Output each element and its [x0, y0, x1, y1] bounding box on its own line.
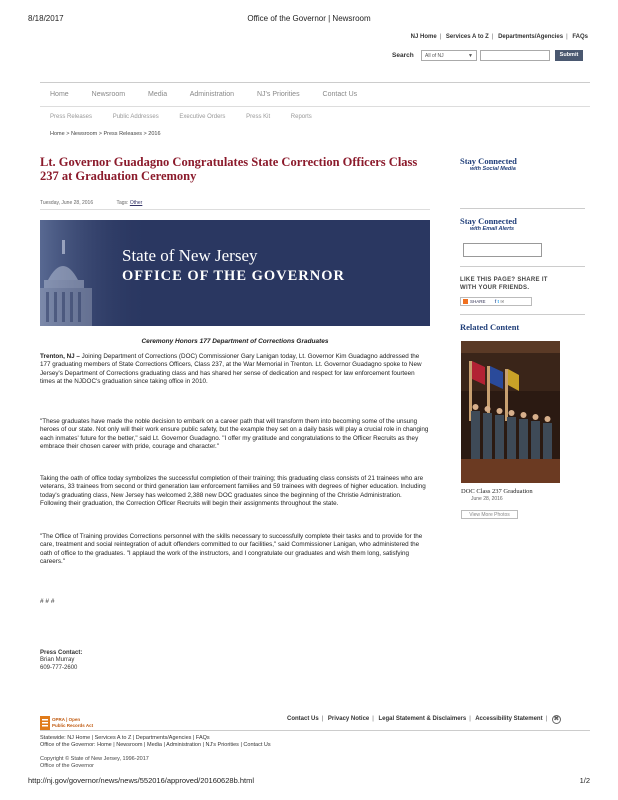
- press-contact-phone: 609-777-2600: [40, 664, 78, 671]
- divider: [460, 208, 585, 209]
- copyright-line-2: Office of the Governor: [40, 763, 95, 769]
- email-alert-input[interactable]: [463, 243, 542, 257]
- related-photo-caption[interactable]: DOC Class 237 Graduation: [461, 488, 533, 495]
- copyright-line-1: Copyright © State of New Jersey, 1996-2017: [40, 756, 149, 762]
- share-button[interactable]: [460, 297, 532, 306]
- footer-privacy[interactable]: Privacy Notice: [327, 716, 370, 722]
- search-scope-select[interactable]: [421, 50, 477, 61]
- divider: [40, 209, 430, 210]
- breadcrumb[interactable]: Home > Newsroom > Press Releases > 2016: [50, 131, 161, 137]
- opra-logo-line-2: Public Records Act: [52, 723, 94, 728]
- share-prompt-line-1: LIKE THIS PAGE? SHARE IT: [460, 277, 548, 283]
- related-photo[interactable]: [461, 341, 560, 483]
- banner-office-name: OFFICE OF THE GOVERNOR: [122, 268, 346, 284]
- copyright: [40, 756, 149, 770]
- nav-media[interactable]: Media: [148, 91, 168, 98]
- tags-label: Tags:: [116, 200, 129, 206]
- share-prompt-line-2: WITH YOUR FRIENDS.: [460, 285, 530, 291]
- print-header: [0, 14, 618, 26]
- print-url: http://nj.gov/governor/news/news/552016/approved/20160628b.html: [28, 776, 254, 785]
- footer-legal[interactable]: Legal Statement & Disclaimers: [378, 716, 467, 722]
- dateline: Trenton, NJ –: [40, 353, 80, 360]
- footer-office-links[interactable]: Office of the Governor: Home | Newsroom | Media | Administration | NJ's Priorities | Contact Us: [40, 742, 271, 748]
- subnav-press-kit[interactable]: Press Kit: [246, 114, 271, 120]
- footer-sitemap: [40, 735, 271, 749]
- nav-contact[interactable]: Contact Us: [322, 91, 358, 98]
- share-prompt: [460, 276, 548, 292]
- graduation-photo-image: [461, 341, 560, 483]
- article-paragraph-2: "These graduates have made the noble decision to embark on a career path that will transform them into becoming some of the unsung heroes of our state. Not only will their work ensure public safety, but the example they set on a daily basis will play a crucial role in changing each inmates' future for the better," said Lt. Governor Guadagno. "I offer my gratitude and congratulations to the Officer Recruits as they embrace their chosen career with pride, courage and character.": [40, 418, 429, 450]
- article-paragraph-3: Taking the oath of office today symbolizes the successful completion of their training; this graduating class consists of 21 trainees who are veterans, 33 trainees from second or third generation law enforcement families and 59 trainees with degrees of higher education. Including today's graduating class, New Jersey has welcomed 2,388 new DOC graduates since the beginning of the Christie Administration. Following their graduation, the Correction Officer Recruits will begin their assignments throughout the state.: [40, 475, 426, 507]
- stay-connected-email-sub[interactable]: with Email Alerts: [470, 226, 515, 232]
- related-photo-date: June 28, 2016: [471, 496, 503, 502]
- chevron-down-icon: ▼: [468, 53, 473, 59]
- print-page-number: 1/2: [579, 776, 590, 785]
- search-label: Search: [392, 52, 414, 59]
- paragraph-text: Joining Department of Corrections (DOC) Commissioner Gary Lanigan today, Lt. Governor Kim Guadagno addressed the 177 graduating members of State Corrections Officers, Class 237, at the War Memorial in Trenton. Lt. Governor Guadagno spoke to New Jersey's Department of Corrections graduating class and has shared her sense of dedication and respect for law enforcement fourteen times at the NJDOC's graduation since taking office in 2010.: [40, 353, 422, 385]
- press-contact-label: Press Contact:: [40, 650, 83, 656]
- divider: [40, 106, 590, 107]
- tag-link[interactable]: Other: [129, 200, 143, 206]
- stay-connected-social-title[interactable]: Stay Connected: [460, 156, 517, 166]
- article-date: Tuesday, June 28, 2016: [40, 200, 94, 206]
- nav-newsroom[interactable]: Newsroom: [91, 91, 126, 98]
- print-title: Office of the Governor | Newsroom: [247, 14, 371, 23]
- office-banner: [40, 220, 430, 326]
- footer-statewide-links[interactable]: Statewide: NJ Home | Services A to Z | Departments/Agencies | FAQs: [40, 735, 210, 741]
- subnav-reports[interactable]: Reports: [290, 114, 312, 120]
- footer-contact-us[interactable]: Contact Us: [287, 716, 319, 722]
- nav-administration[interactable]: Administration: [189, 91, 235, 98]
- search-bar: [392, 50, 592, 62]
- divider: [40, 82, 590, 83]
- stay-connected-email-title[interactable]: Stay Connected: [460, 216, 517, 226]
- top-link-nj-home[interactable]: NJ Home: [410, 34, 437, 40]
- article-subheading: Ceremony Honors 177 Department of Corrections Graduates: [141, 338, 329, 345]
- top-links: NJ Home | Services A to Z | Departments/Agencies | FAQs: [410, 34, 588, 40]
- facebook-icon: f: [494, 299, 497, 304]
- subnav-press-releases[interactable]: Press Releases: [50, 114, 93, 120]
- sub-nav: [50, 114, 331, 120]
- translate-icon[interactable]: ⌘: [553, 716, 559, 722]
- press-contact-name: Brian Murray: [40, 657, 75, 664]
- nav-home[interactable]: Home: [50, 91, 69, 98]
- search-submit-button[interactable]: Submit: [555, 50, 583, 61]
- press-contact: [40, 650, 82, 672]
- article-meta: [40, 200, 142, 206]
- divider: [460, 266, 585, 267]
- end-mark: # # #: [40, 598, 55, 605]
- divider: [460, 314, 585, 315]
- stay-connected-social-sub[interactable]: with Social Media: [470, 166, 516, 172]
- article-headline: Lt. Governor Guadagno Congratulates State Correction Officers Class 237 at Graduation Ceremony: [40, 155, 418, 183]
- nav-priorities[interactable]: NJ's Priorities: [257, 91, 300, 98]
- related-content-title: Related Content: [460, 322, 520, 332]
- share-label: SHARE: [470, 299, 486, 304]
- opra-logo[interactable]: [40, 715, 94, 731]
- twitter-icon: t: [497, 299, 500, 304]
- email-icon: ✉: [500, 299, 505, 304]
- divider: [40, 730, 590, 731]
- footer-links: Contact Us | Privacy Notice | Legal Statement & Disclaimers | Accessibility Statement | ⌘: [287, 716, 559, 722]
- top-link-services[interactable]: Services A to Z: [445, 34, 489, 40]
- top-link-faqs[interactable]: FAQs: [572, 34, 588, 40]
- print-date: 8/18/2017: [28, 14, 64, 23]
- banner-state-name: State of New Jersey: [122, 246, 258, 265]
- share-icon: [463, 299, 468, 304]
- search-scope-value: All of NJ: [425, 53, 444, 59]
- opra-logo-line-1: OPRA | Open: [52, 717, 81, 722]
- top-link-departments[interactable]: Departments/Agencies: [498, 34, 564, 40]
- article-paragraph-1: [40, 353, 430, 386]
- main-nav: [50, 91, 378, 98]
- article-paragraph-4: "The Office of Training provides Corrections personnel with the skills necessary to successfully complete their tasks and to provide for the care, treatment and social reintegration of adult offenders committed to our facilities," said Commissioner Lanigan, who administered the oath of office to the graduates. "I applaud the work of the instructors, and I congratulate our graduates and wish them long, satisfying careers.": [40, 533, 423, 565]
- search-input[interactable]: [480, 50, 550, 61]
- subnav-executive-orders[interactable]: Executive Orders: [179, 114, 226, 120]
- view-more-photos-button[interactable]: View More Photos: [461, 510, 518, 519]
- subnav-public-addresses[interactable]: Public Addresses: [112, 114, 159, 120]
- footer-accessibility[interactable]: Accessibility Statement: [475, 716, 543, 722]
